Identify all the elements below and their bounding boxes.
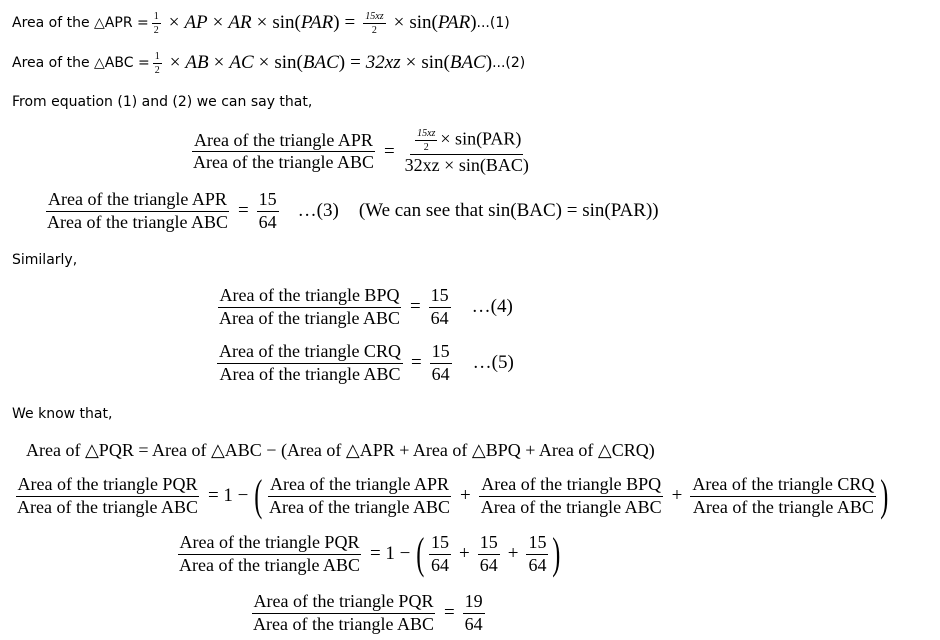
denominator: 64: [528, 554, 547, 575]
equation-5: [214, 342, 514, 385]
angle-bac: BAC: [302, 52, 339, 73]
equals-sign: =: [237, 200, 249, 222]
denominator: 32xz × sin(BAC): [404, 155, 529, 175]
area-apr-prefix: Area of the △APR =: [12, 15, 149, 31]
numerator: 15xz: [365, 10, 384, 22]
angle-bac: BAC: [449, 52, 486, 73]
numerator: Area of the triangle PQR: [178, 533, 362, 555]
fraction-15xz-2: [363, 11, 385, 36]
equals-sign: =: [443, 602, 455, 624]
half-denominator: 2: [153, 24, 159, 36]
var-ab: AB: [185, 52, 209, 73]
half-numerator: 1: [154, 50, 160, 62]
numerator: Area of the triangle BPQ: [218, 286, 402, 308]
times-sign: ×: [169, 52, 181, 73]
denominator: Area of the triangle ABC: [193, 152, 374, 173]
left-paren: (: [416, 529, 425, 578]
times-sign: ×: [258, 52, 270, 73]
sin-func: sin(: [272, 12, 301, 33]
text-from-equation: From equation (1) and (2) we can say that,: [12, 94, 313, 110]
fraction-pqr-abc: [177, 533, 362, 576]
numerator: 19: [463, 592, 485, 614]
plus-sign: +: [460, 485, 471, 506]
numerator: Area of the triangle APR: [192, 131, 375, 153]
denominator: Area of the triangle ABC: [179, 554, 360, 575]
plus-sign: +: [671, 485, 683, 506]
numerator: 15: [526, 533, 548, 555]
equals-sign: =: [350, 52, 361, 73]
denominator: Area of the triangle ABC: [17, 496, 198, 517]
line-area-abc: [12, 48, 525, 78]
equation-tag-3: …(3): [297, 200, 339, 222]
equation-ratio-apr-abc: [188, 128, 534, 176]
var-ar: AR: [228, 12, 252, 33]
equals-one-minus: = 1 −: [369, 543, 411, 564]
plus-sign: +: [459, 543, 470, 564]
equation-3: [42, 190, 659, 233]
fraction-15xz-2: [415, 128, 437, 153]
sin-func: sin(: [274, 52, 303, 73]
numerator: Area of the triangle APR: [268, 475, 451, 497]
numerator-tail: × sin(PAR): [440, 128, 522, 149]
half-fraction: [153, 51, 162, 76]
equals-sign: =: [383, 140, 395, 162]
equation-4: [214, 286, 513, 329]
denominator: Area of the triangle ABC: [692, 496, 874, 517]
denominator: Area of the triangle ABC: [219, 363, 401, 384]
close-paren: ): [470, 12, 477, 33]
times-sign: ×: [212, 12, 224, 33]
half-denominator: 2: [154, 64, 160, 76]
numerator: Area of the triangle BPQ: [479, 475, 663, 497]
equation-pqr-expanded: [12, 471, 890, 520]
numerator: 15: [430, 342, 452, 364]
right-paren: ): [552, 529, 561, 578]
times-sign: ×: [256, 12, 268, 33]
numerator: Area of the triangle CRQ: [690, 475, 876, 497]
times-sign: ×: [168, 12, 180, 33]
denominator: 64: [431, 363, 450, 384]
fraction-bpq-abc: [479, 475, 664, 518]
fraction-crq-abc: [217, 342, 403, 385]
times-sign: ×: [393, 12, 405, 33]
left-paren: (: [254, 471, 263, 520]
equals-sign: =: [409, 296, 421, 318]
denominator: Area of the triangle ABC: [480, 496, 662, 517]
var-ap: AP: [184, 12, 208, 33]
numerator: Area of the triangle CRQ: [217, 342, 403, 364]
right-paren: ): [880, 471, 889, 520]
times-sign: ×: [405, 52, 417, 73]
equation-area-pqr: Area of △PQR = Area of △ABC − (Area of △APR + Area of △BPQ + Area of △CRQ): [26, 440, 655, 460]
denominator: 2: [371, 24, 377, 36]
denominator: 64: [430, 307, 449, 328]
fraction-apr-abc: [191, 131, 376, 174]
text-we-know: We know that,: [12, 406, 113, 422]
fraction-pqr-abc: [15, 475, 200, 518]
close-paren: ): [333, 12, 340, 33]
equation-pqr-final: [248, 592, 488, 635]
fraction-15-64: [478, 533, 500, 576]
equation-tag-2: ...(2): [492, 55, 526, 71]
fraction-bpq-abc: [217, 286, 402, 329]
fraction-15-64: [429, 286, 451, 329]
note-sin-equal: (We can see that sin(BAC) = sin(PAR)): [358, 200, 659, 222]
numerator: 15: [429, 286, 451, 308]
numerator: Area of the triangle APR: [46, 190, 229, 212]
fraction-sin-ratio: [403, 128, 531, 176]
close-paren: ): [485, 52, 493, 73]
sin-func: sin(: [409, 12, 438, 33]
equals-one-minus: = 1 −: [207, 485, 249, 506]
fraction-15-64: [257, 190, 279, 233]
plus-sign: +: [507, 543, 519, 564]
fraction-15-64: [430, 342, 452, 385]
text-similarly: Similarly,: [12, 252, 78, 268]
equals-sign: =: [344, 12, 356, 33]
denominator: 2: [423, 142, 429, 153]
fraction-19-64: [463, 592, 485, 635]
line-area-apr: [12, 8, 510, 38]
denominator: Area of the triangle ABC: [253, 613, 434, 634]
denominator: Area of the triangle ABC: [219, 307, 400, 328]
denominator: 64: [479, 554, 498, 575]
denominator: 64: [258, 211, 277, 232]
fraction-15-64: [429, 533, 451, 576]
equation-pqr-substituted: [174, 529, 562, 578]
numerator: 15xz: [417, 128, 436, 139]
close-paren: ): [338, 52, 346, 73]
equation-tag-5: …(5): [472, 352, 514, 374]
times-sign: ×: [213, 52, 225, 73]
fraction-apr-abc: [45, 190, 230, 233]
numerator: [410, 128, 523, 155]
fraction-apr-abc: [267, 475, 452, 518]
equals-sign: =: [410, 352, 422, 374]
denominator: Area of the triangle ABC: [47, 211, 228, 232]
sin-func: sin(: [421, 52, 450, 73]
fraction-pqr-abc: [251, 592, 436, 635]
numerator: 15: [478, 533, 500, 555]
value-32xz: 32xz: [365, 52, 401, 73]
equation-tag-1: ...(1): [476, 15, 510, 31]
half-numerator: 1: [153, 10, 159, 22]
area-abc-prefix: Area of the △ABC =: [12, 55, 150, 71]
equation-tag-4: …(4): [471, 296, 513, 318]
denominator: Area of the triangle ABC: [269, 496, 450, 517]
var-ac: AC: [229, 52, 254, 73]
denominator: 64: [464, 613, 483, 634]
angle-par: PAR: [300, 12, 334, 33]
numerator: 15: [257, 190, 279, 212]
half-fraction: [152, 11, 161, 36]
numerator: Area of the triangle PQR: [16, 475, 200, 497]
numerator: Area of the triangle PQR: [252, 592, 436, 614]
numerator: 15: [429, 533, 451, 555]
angle-par: PAR: [437, 12, 471, 33]
denominator: 64: [431, 554, 450, 575]
fraction-crq-abc: [690, 475, 876, 518]
fraction-15-64: [526, 533, 548, 576]
